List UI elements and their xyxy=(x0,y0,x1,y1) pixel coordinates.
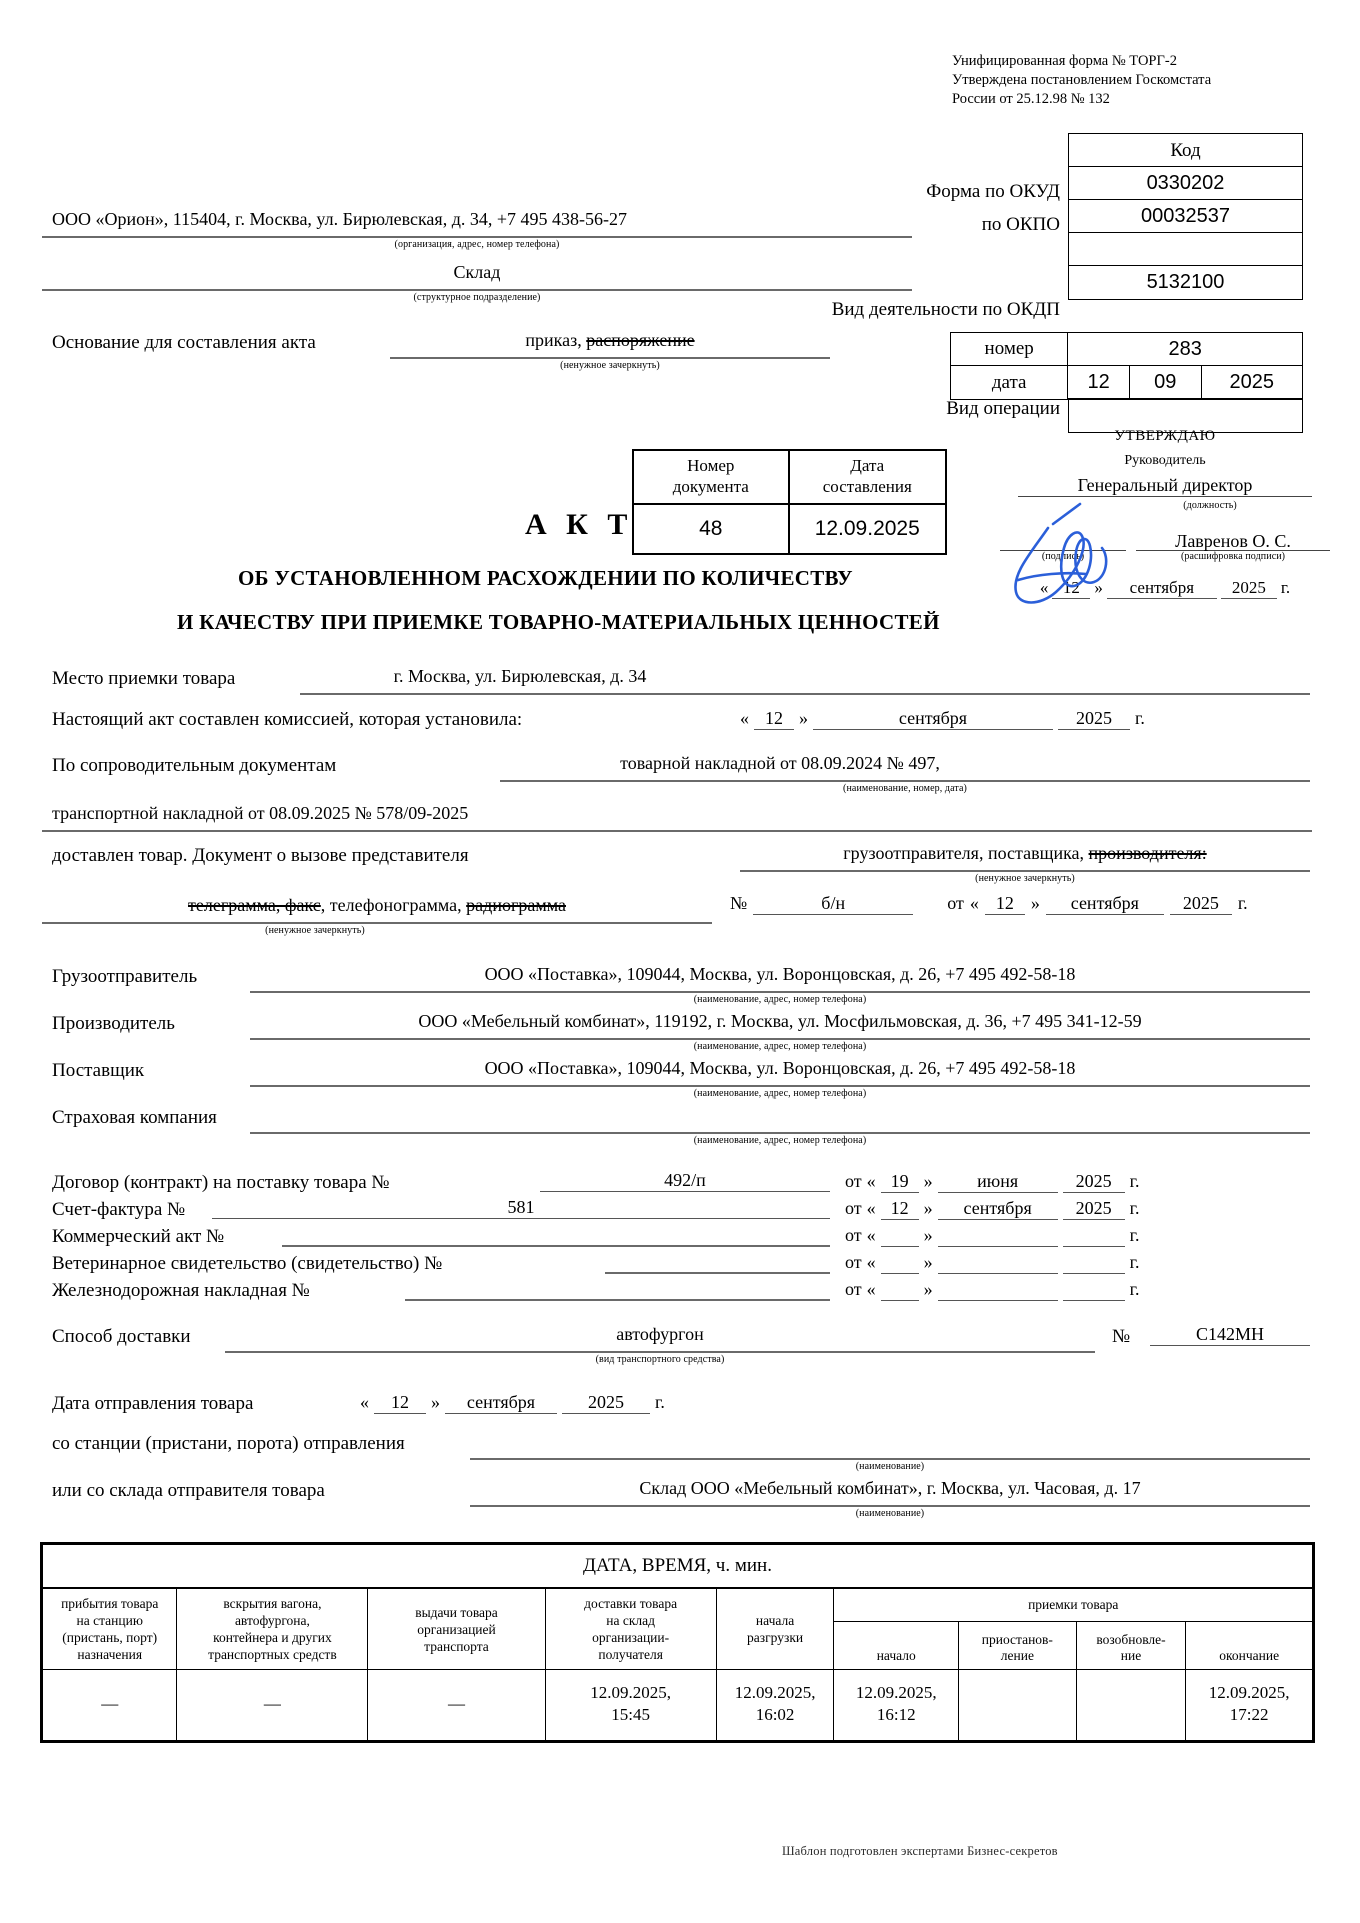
party-value-2: ООО «Поставка», 109044, Москва, ул. Воронцовская, д. 26, +7 495 492-58-18 xyxy=(484,1058,1076,1078)
okdp-value: 5132100 xyxy=(1146,271,1225,293)
datetime-col-unload-header xyxy=(716,1588,834,1670)
approval-rukovoditel: Руководитель xyxy=(1124,453,1206,468)
col-opening-l2: автофургона, xyxy=(234,1613,310,1628)
document-label-1: Счет-фактура № xyxy=(52,1199,186,1220)
approval-g: г. xyxy=(1280,578,1291,597)
doctype-caption: (ненужное зачеркнуть) xyxy=(265,925,365,936)
cell-accept-start xyxy=(834,1670,959,1741)
cell-unload-date: 12.09.2025, xyxy=(734,1683,816,1702)
doc-day: 12 xyxy=(985,893,1025,915)
sub-resume-l1: возобновле- xyxy=(1096,1632,1166,1647)
delivery-method-value: автофургон xyxy=(616,1324,704,1344)
organization-name-caption: (организация, адрес, номер телефона) xyxy=(394,239,560,250)
col-issue-l2: организацией xyxy=(417,1621,496,1637)
approval-day: 12 xyxy=(1052,578,1090,599)
legal-line-2: Утверждена постановлением Госкомстата xyxy=(952,72,1212,88)
representative-value xyxy=(740,843,1310,864)
document-label-0: Договор (контракт) на поставку товара № xyxy=(52,1172,390,1193)
col-opening-l3: контейнера и других xyxy=(213,1630,332,1645)
party-rule-2 xyxy=(250,1085,1310,1087)
basis-value-struck: распоряжение xyxy=(586,330,695,350)
datetime-col-arrival-header xyxy=(43,1588,177,1670)
document-date-row-4 xyxy=(845,1279,1140,1301)
approval-quote-open: « xyxy=(1039,578,1049,597)
document-g-2: г. xyxy=(1129,1225,1140,1245)
document-quote-close-4: » xyxy=(923,1279,933,1299)
document-day-1: 12 xyxy=(881,1198,919,1220)
dispatch-day: 12 xyxy=(374,1392,426,1414)
datetime-group-acceptance: приемки товара xyxy=(834,1588,1313,1621)
code-table xyxy=(1068,133,1303,300)
document-day-3 xyxy=(881,1252,919,1274)
doc-year: 2025 xyxy=(1170,893,1232,915)
document-month-2 xyxy=(938,1225,1058,1247)
cell-accept-start-date: 12.09.2025, xyxy=(855,1683,937,1702)
party-rule-0 xyxy=(250,991,1310,993)
col-opening-l4: транспортных средств xyxy=(208,1647,337,1662)
basis-value xyxy=(390,330,830,351)
party-value-0: ООО «Поставка», 109044, Москва, ул. Воронцовская, д. 26, +7 495 492-58-18 xyxy=(484,964,1076,984)
party-label-0: Грузоотправитель xyxy=(52,966,198,987)
vehicle-number: С142МН xyxy=(1150,1324,1310,1346)
sub-resume-l2: ние xyxy=(1120,1648,1142,1663)
sub-pause-l1: приостанов- xyxy=(981,1632,1053,1647)
act-col-number-line2: документа xyxy=(672,477,749,496)
document-day-4 xyxy=(881,1279,919,1301)
place-value: г. Москва, ул. Бирюлевская, д. 34 xyxy=(393,666,647,686)
operation-label: Вид операции xyxy=(946,398,1060,419)
document-year-0: 2025 xyxy=(1063,1171,1125,1193)
document-quote-open-2: « xyxy=(866,1225,876,1245)
act-col-number-header xyxy=(634,451,790,503)
okpo-value: 00032537 xyxy=(1069,200,1302,233)
docs-value-2: транспортной накладной от 08.09.2025 № 578/09-2025 xyxy=(52,803,469,823)
col-arrival-l3: (пристань, порт) xyxy=(62,1630,158,1645)
document-quote-open-4: « xyxy=(866,1279,876,1299)
docs-rule-2 xyxy=(42,830,1312,832)
document-quote-close-2: » xyxy=(923,1225,933,1245)
representative-struck: производителя: xyxy=(1088,843,1207,863)
document-year-2 xyxy=(1063,1225,1125,1247)
cell-accept-start-time: 16:12 xyxy=(876,1705,916,1724)
col-delivery-l1: доставки товара xyxy=(584,1596,678,1611)
structural-unit: Склад xyxy=(453,262,501,282)
document-ot-0: от xyxy=(845,1171,862,1191)
station-rule xyxy=(470,1458,1310,1460)
place-rule xyxy=(300,693,1310,695)
basis-caption: (ненужное зачеркнуть) xyxy=(560,360,660,371)
col-arrival-l1: прибытия товара xyxy=(61,1596,159,1611)
act-title-line-1: ОБ УСТАНОВЛЕННОМ РАСХОЖДЕНИИ ПО КОЛИЧЕСТВУ xyxy=(238,566,853,590)
warehouse-caption: (наименование) xyxy=(855,1508,925,1519)
datetime-sub-pause xyxy=(959,1621,1077,1669)
cell-opening: — xyxy=(177,1670,368,1741)
representative-plain: грузоотправителя, поставщика, xyxy=(843,843,1089,863)
col-opening-l1: вскрытия вагона, xyxy=(223,1596,322,1611)
approval-name: Лавренов О. С. xyxy=(1136,531,1330,551)
party-caption-2: (наименование, адрес, номер телефона) xyxy=(693,1088,867,1099)
basis-date-month: 09 xyxy=(1130,366,1202,399)
act-number-date-table xyxy=(632,449,947,555)
document-label-3: Ветеринарное свидетельство (свидетельство) № xyxy=(52,1253,443,1274)
place-label: Место приемки товара xyxy=(52,668,236,689)
act-number-value: 48 xyxy=(634,505,790,553)
representative-caption: (ненужное зачеркнуть) xyxy=(975,873,1075,884)
party-caption-3: (наименование, адрес, номер телефона) xyxy=(693,1135,867,1146)
doctype-value xyxy=(42,895,712,916)
okpo-label: по ОКПО xyxy=(981,214,1060,235)
document-month-3 xyxy=(938,1252,1058,1274)
approval-date-row xyxy=(1000,578,1330,599)
col-delivery-l2: на склад xyxy=(606,1613,656,1628)
docs-value: товарной накладной от 08.09.2024 № 497, xyxy=(620,753,940,773)
document-ot-4: от xyxy=(845,1279,862,1299)
col-arrival-l4: назначения xyxy=(77,1647,143,1662)
document-g-4: г. xyxy=(1129,1279,1140,1299)
cell-unload-time: 16:02 xyxy=(755,1705,795,1724)
commission-year: 2025 xyxy=(1058,708,1130,730)
document-month-4 xyxy=(938,1279,1058,1301)
table-row xyxy=(43,1670,1313,1741)
document-year-3 xyxy=(1063,1252,1125,1274)
dispatch-month: сентября xyxy=(445,1392,557,1414)
document-number-0: 492/п xyxy=(540,1170,830,1192)
document-month-0: июня xyxy=(938,1171,1058,1193)
act-col-date-header xyxy=(790,451,946,503)
col-unload-l1: начала xyxy=(755,1613,795,1628)
document-ot-1: от xyxy=(845,1198,862,1218)
delivery-method-rule xyxy=(225,1351,1095,1353)
docs-caption: (наименование, номер, дата) xyxy=(843,783,967,794)
datetime-table xyxy=(40,1542,1315,1743)
party-value-1: ООО «Мебельный комбинат», 119192, г. Москва, ул. Мосфильмовская, д. 36, +7 495 341-12-59 xyxy=(418,1011,1142,1031)
party-caption-0: (наименование, адрес, номер телефона) xyxy=(693,994,867,1005)
document-number-3 xyxy=(605,1251,830,1274)
cell-delivery-date: 12.09.2025, xyxy=(590,1683,672,1702)
commission-quote-open: « xyxy=(740,708,749,728)
basis-number-label: номер xyxy=(951,333,1068,365)
dispatch-quote-open: « xyxy=(360,1392,369,1412)
datetime-sub-resume xyxy=(1076,1621,1186,1669)
document-quote-close-3: » xyxy=(923,1252,933,1272)
legal-header xyxy=(952,52,1211,109)
document-number-2 xyxy=(282,1224,830,1247)
doctype-struck-1: телеграмма, факс xyxy=(188,895,321,915)
basis-date-year: 2025 xyxy=(1229,371,1275,393)
act-date-value: 12.09.2025 xyxy=(814,517,920,540)
doc-g: г. xyxy=(1237,893,1248,913)
station-caption: (наименование) xyxy=(855,1461,925,1472)
document-quote-close-1: » xyxy=(923,1198,933,1218)
commission-month: сентября xyxy=(813,708,1053,730)
basis-date-label: дата xyxy=(951,366,1068,399)
doc-number: б/н xyxy=(753,893,913,915)
document-number-4 xyxy=(405,1278,830,1301)
cell-accept-resume xyxy=(1076,1670,1186,1741)
vehicle-no-sign: № xyxy=(1112,1326,1131,1347)
col-delivery-l4: получателя xyxy=(598,1647,663,1662)
org-name-rule xyxy=(42,236,912,238)
doc-no-sign: № xyxy=(730,893,748,913)
document-year-4 xyxy=(1063,1279,1125,1301)
basis-number-date-table xyxy=(950,332,1303,400)
party-rule-3 xyxy=(250,1132,1310,1134)
doc-month: сентября xyxy=(1046,893,1164,915)
organization-name: ООО «Орион», 115404, г. Москва, ул. Бирюлевская, д. 34, +7 495 438-56-27 xyxy=(52,209,627,229)
cell-accept-end-time: 17:22 xyxy=(1229,1705,1269,1724)
doc-number-row xyxy=(730,893,1248,915)
document-label-2: Коммерческий акт № xyxy=(52,1226,225,1247)
cell-unload xyxy=(716,1670,834,1741)
col-delivery-l3: организации- xyxy=(592,1630,670,1645)
delivery-method-label: Способ доставки xyxy=(52,1326,191,1347)
approval-signature-caption: (подпись) xyxy=(1041,551,1085,562)
col-issue-l3: транспорта xyxy=(424,1638,489,1654)
doc-quote-open: « xyxy=(969,893,979,913)
structural-unit-caption: (структурное подразделение) xyxy=(413,292,541,303)
document-day-2 xyxy=(881,1225,919,1247)
col-arrival-l2: на станцию xyxy=(76,1613,143,1628)
legal-line-3: России от 25.12.98 № 132 xyxy=(952,91,1110,107)
commission-label: Настоящий акт составлен комиссией, которая установила: xyxy=(52,709,523,730)
document-quote-open-1: « xyxy=(866,1198,876,1218)
cell-arrival: — xyxy=(43,1670,177,1741)
warehouse-label: или со склада отправителя товара xyxy=(52,1480,325,1501)
party-label-3: Страховая компания xyxy=(52,1107,217,1128)
sub-pause-l2: ление xyxy=(1000,1648,1034,1663)
delivery-method-caption: (вид транспортного средства) xyxy=(595,1354,725,1365)
approval-month: сентября xyxy=(1107,578,1217,599)
datetime-sub-end: окончание xyxy=(1186,1621,1313,1669)
document-date-row-0 xyxy=(845,1171,1140,1193)
commission-quote-close: » xyxy=(799,708,808,728)
representative-rule xyxy=(740,870,1310,872)
commission-day: 12 xyxy=(754,708,794,730)
doctype-struck-2: радиограмма xyxy=(466,895,566,915)
basis-rule xyxy=(390,357,830,359)
warehouse-value: Склад ООО «Мебельный комбинат», г. Москва, ул. Часовая, д. 17 xyxy=(639,1478,1141,1498)
doctype-rule xyxy=(42,922,712,924)
document-quote-close-0: » xyxy=(923,1171,933,1191)
document-number-1: 581 xyxy=(212,1197,830,1219)
document-day-0: 19 xyxy=(881,1171,919,1193)
act-col-date-line2: составления xyxy=(822,477,912,496)
datetime-table-title: ДАТА, ВРЕМЯ, ч. мин. xyxy=(43,1545,1313,1589)
datetime-col-issue-header xyxy=(368,1588,545,1670)
act-col-date-line1: Дата xyxy=(850,456,885,475)
datetime-sub-start: начало xyxy=(834,1621,959,1669)
footer-note: Шаблон подготовлен экспертами Бизнес-секретов xyxy=(782,1844,1058,1858)
act-word: А К Т xyxy=(525,508,634,541)
act-col-number-line1: Номер xyxy=(687,456,735,475)
code-blank-1 xyxy=(1069,233,1302,266)
dispatch-year: 2025 xyxy=(562,1392,650,1414)
approval-year: 2025 xyxy=(1221,578,1277,599)
party-label-1: Производитель xyxy=(52,1013,175,1034)
datetime-col-opening-header xyxy=(177,1588,368,1670)
datetime-col-delivery-header xyxy=(545,1588,716,1670)
cell-delivery-time: 15:45 xyxy=(611,1705,651,1724)
cell-accept-pause xyxy=(959,1670,1077,1741)
commission-g: г. xyxy=(1135,708,1145,728)
party-rule-1 xyxy=(250,1038,1310,1040)
col-unload-l2: разгрузки xyxy=(747,1630,804,1645)
document-ot-3: от xyxy=(845,1252,862,1272)
basis-label: Основание для составления акта xyxy=(52,332,316,353)
document-quote-open-0: « xyxy=(866,1171,876,1191)
dispatch-quote-close: » xyxy=(431,1392,440,1412)
okud-label: Форма по ОКУД xyxy=(926,181,1060,202)
document-date-row-1 xyxy=(845,1198,1140,1220)
party-caption-1: (наименование, адрес, номер телефона) xyxy=(693,1041,867,1052)
document-g-1: г. xyxy=(1129,1198,1140,1218)
dispatch-g: г. xyxy=(655,1392,665,1412)
okud-value: 0330202 xyxy=(1069,167,1302,200)
basis-value-plain: приказ, xyxy=(525,330,587,350)
doctype-plain-1: , телефонограмма, xyxy=(320,895,467,915)
act-title-line-2: И КАЧЕСТВУ ПРИ ПРИЕМКЕ ТОВАРНО-МАТЕРИАЛЬНЫХ ЦЕННОСТЕЙ xyxy=(177,610,940,634)
basis-date-day: 12 xyxy=(1068,366,1130,399)
basis-number-value: 283 xyxy=(1168,337,1202,360)
approval-block xyxy=(1000,428,1330,599)
document-year-1: 2025 xyxy=(1063,1198,1125,1220)
approval-quote-close: » xyxy=(1094,578,1103,597)
docs-label: По сопроводительным документам xyxy=(52,755,337,776)
approval-position: Генеральный директор xyxy=(1018,475,1312,497)
document-date-row-3 xyxy=(845,1252,1140,1274)
cell-issue: — xyxy=(368,1670,545,1741)
approval-utverzhdayu: УТВЕРЖДАЮ xyxy=(1114,428,1216,444)
okdp-label: Вид деятельности по ОКДП xyxy=(831,299,1060,320)
legal-line-1: Унифицированная форма № ТОРГ-2 xyxy=(952,53,1177,69)
party-label-2: Поставщик xyxy=(52,1060,145,1081)
document-ot-2: от xyxy=(845,1225,862,1245)
dispatch-date-label: Дата отправления товара xyxy=(52,1393,254,1414)
approval-signature-line xyxy=(1000,531,1126,551)
code-table-header: Код xyxy=(1069,134,1302,167)
approval-name-caption: (расшифровка подписи) xyxy=(1180,551,1286,562)
approval-position-caption: (должность) xyxy=(1183,500,1237,511)
document-g-3: г. xyxy=(1129,1252,1140,1272)
docs-rule xyxy=(500,780,1310,782)
station-label: со станции (пристани, порота) отправления xyxy=(52,1433,405,1454)
document-label-4: Железнодорожная накладная № xyxy=(52,1280,310,1301)
cell-accept-end xyxy=(1186,1670,1313,1741)
warehouse-rule xyxy=(470,1505,1310,1507)
org-unit-rule xyxy=(42,289,912,291)
station-value xyxy=(470,1431,1310,1452)
delivered-label: доставлен товар. Документ о вызове представителя xyxy=(52,845,469,866)
cell-delivery xyxy=(545,1670,716,1741)
document-date-row-2 xyxy=(845,1225,1140,1247)
commission-date-row xyxy=(740,708,1145,730)
col-issue-l1: выдачи товара xyxy=(415,1604,498,1620)
doc-ot: от xyxy=(947,893,964,913)
doc-quote-close: » xyxy=(1030,893,1040,913)
document-g-0: г. xyxy=(1129,1171,1140,1191)
dispatch-date-row xyxy=(360,1392,665,1414)
cell-accept-end-date: 12.09.2025, xyxy=(1208,1683,1290,1702)
document-month-1: сентября xyxy=(938,1198,1058,1220)
document-quote-open-3: « xyxy=(866,1252,876,1272)
